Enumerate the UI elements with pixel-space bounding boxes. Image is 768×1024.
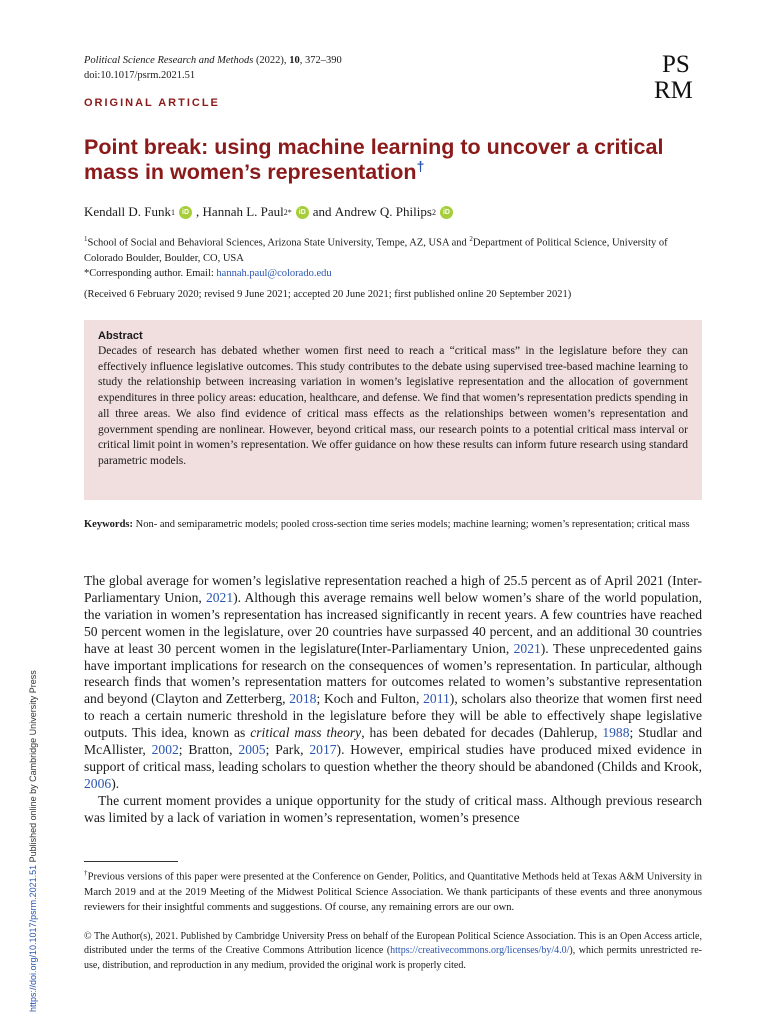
doi-sidebar bbox=[28, 670, 38, 1012]
author-affil-sup: 1 bbox=[171, 207, 176, 217]
journal-header bbox=[84, 53, 342, 83]
author-name: Kendall D. Funk bbox=[84, 204, 172, 219]
author-name: Hannah L. Paul bbox=[202, 204, 284, 219]
affiliations bbox=[84, 232, 709, 281]
text-span: ; Koch and Fulton, bbox=[316, 691, 424, 707]
main-text bbox=[84, 573, 702, 827]
text-span: ). These unprecedented gains have important implications for research on the consequences of women’s representation. In particular, although research finds that women’s representation matters for outcomes related to women’s substantive representation and beyond (Clayton and Zetterberg, bbox=[84, 640, 702, 707]
journal-year: (2022), bbox=[253, 55, 290, 66]
citation-link[interactable]: 2006 bbox=[84, 775, 112, 791]
author-separator: and bbox=[312, 204, 332, 219]
body-paragraph-1 bbox=[84, 573, 702, 793]
copyright-text-2: ), which permits unrestricted re-use, distribution, and reproduction in any medium, provided the original work is properly cited. bbox=[84, 945, 702, 971]
citation-link[interactable]: 2005 bbox=[238, 742, 266, 758]
affil-line-1: School of Social and Behavioral Sciences, Arizona State University, Tempe, AZ, USA and bbox=[87, 237, 470, 249]
affil-line-2: Department of Political Science, University of Colorado Boulder, Boulder, CO, USA bbox=[84, 237, 668, 264]
received-dates: (Received 6 February 2020; revised 9 June 2021; accepted 20 June 2021; first published online 20 September 2021) bbox=[84, 289, 572, 300]
journal-name: Political Science Research and Methods bbox=[84, 55, 254, 66]
text-span: ; Park, bbox=[265, 742, 310, 758]
citation-link[interactable]: 2011 bbox=[423, 691, 450, 707]
body-paragraph-2: The current moment provides a unique opportunity for the study of critical mass. Although previous research was limited by a lack of variation in women’s representation, women’s presence bbox=[84, 792, 702, 825]
affil-sup-1: 1 bbox=[84, 235, 88, 243]
sidebar-doi-link[interactable]: https://doi.org/10.1017/psrm.2021.51 bbox=[28, 864, 38, 1012]
citation-link[interactable]: 2021 bbox=[205, 589, 234, 605]
copyright-text-1: © The Author(s), 2021. Published by Cambridge University Press on behalf of the European Political Science Association. This is an Open Access article, distributed under the terms of the Creative Commons Attribution licence ( bbox=[84, 931, 702, 957]
corresponding-author-label: *Corresponding author. Email: bbox=[84, 267, 217, 279]
psrm-logo bbox=[652, 48, 708, 102]
text-span: ), scholars also theorize that women first need to reach a certain numeric threshold in the legislature before they will be able to effectively shape legislative outputs. This idea, known as bbox=[84, 691, 702, 741]
journal-volume: 10 bbox=[289, 55, 300, 66]
article-title bbox=[84, 135, 714, 185]
citation-link[interactable]: 1988 bbox=[602, 725, 630, 741]
text-span: The global average for women’s legislative representation reached a high of 25.5 percent as of April 2021 (Inter-Parliamentary Union, bbox=[84, 573, 702, 605]
journal-pages: , 372–390 bbox=[299, 55, 342, 66]
license-link[interactable]: https://creativecommons.org/licenses/by/4.0/ bbox=[390, 945, 570, 957]
text-span: ). Although this average remains well below women’s share of the world population, the variation in women’s representation has increased significantly in recent years. A few countries have reached 50 percent women in the legislature, over 20 countries have surpassed 40 percent, and an additional 30 countries have at least 30 percent women in the legislature(Inter-Parliamentary Union, bbox=[84, 589, 702, 656]
keywords-text: Non- and semiparametric models; pooled cross-section time series models; machine learning; women’s representation; critical mass bbox=[133, 519, 690, 530]
affil-sup-2: 2 bbox=[469, 235, 473, 243]
citation-link[interactable]: 2021 bbox=[513, 640, 541, 656]
author-affil-sup: 2 bbox=[431, 207, 436, 217]
keywords bbox=[84, 517, 709, 533]
footnote-dagger: † bbox=[84, 869, 88, 877]
footnote-rule bbox=[84, 861, 178, 862]
logo-line-1: PS bbox=[662, 51, 690, 78]
text-span: ; Studlar and McAllister, bbox=[84, 725, 702, 758]
logo-line-2: RM bbox=[654, 77, 693, 102]
article-type: ORIGINAL ARTICLE bbox=[84, 97, 220, 109]
title-dagger-link[interactable]: † bbox=[416, 157, 425, 174]
citation-link[interactable]: 2002 bbox=[151, 742, 179, 758]
copyright-notice bbox=[84, 930, 702, 973]
title-text: Point break: using machine learning to uncover a critical mass in women’s representation bbox=[84, 135, 664, 184]
text-span: ). However, empirical studies have produced mixed evidence in support of critical mass, leading scholars to question whether the theory should be abandoned (Childs and Krook, bbox=[84, 742, 702, 774]
sidebar-text: Published online by Cambridge University Press bbox=[28, 670, 38, 865]
text-span: , has been debated for decades (Dahlerup, bbox=[361, 725, 603, 741]
text-span: ; Bratton, bbox=[178, 742, 239, 758]
orcid-icon[interactable]: iD bbox=[179, 206, 192, 219]
orcid-icon[interactable]: iD bbox=[440, 206, 453, 219]
author-list bbox=[84, 204, 457, 220]
author-name: Andrew Q. Philips bbox=[334, 204, 432, 219]
keywords-label: Keywords: bbox=[84, 519, 133, 530]
author-affil-sup: 2* bbox=[283, 207, 292, 217]
abstract-text: Decades of research has debated whether women first need to reach a “critical mass” in the legislature before they can effectively influence legislative outcomes. This study contributes to the debate using supervised tree-based machine learning to study the relationship between increasing variation in women’s legislative representation and the allocation of government expenditures in three policy areas: education, healthcare, and defense. We find that women’s representation predicts spending in all three areas. We also find evidence of critical mass effects as the relationships between women’s representation and government spending are nonlinear. However, beyond critical mass, our research points to a potential critical mass interval or critical limit point in women’s representation. We offer guidance on how these results can inform future research using standard parametric models. bbox=[98, 345, 688, 467]
emphasis-term: critical mass theory bbox=[250, 725, 362, 741]
text-span: ). bbox=[111, 775, 120, 791]
orcid-icon[interactable]: iD bbox=[296, 206, 309, 219]
citation-link[interactable]: 2018 bbox=[289, 691, 317, 707]
journal-doi: doi:10.1017/psrm.2021.51 bbox=[84, 70, 196, 81]
footnote bbox=[84, 866, 702, 915]
author-separator: , bbox=[196, 204, 200, 219]
abstract-heading: Abstract bbox=[98, 330, 143, 342]
abstract-box bbox=[84, 320, 702, 500]
email-link[interactable]: hannah.paul@colorado.edu bbox=[216, 267, 332, 279]
footnote-text: Previous versions of this paper were presented at the Conference on Gender, Politics, and Quantitative Methods held at Texas A&M University in March 2019 and at the 2019 Meeting of the Midwest Political Science Association. We thank participants of these events and three anonymous reviewers for their insightful comments and suggestions. Of course, any remaining errors are our own. bbox=[84, 871, 702, 913]
citation-link[interactable]: 2017 bbox=[309, 742, 337, 758]
